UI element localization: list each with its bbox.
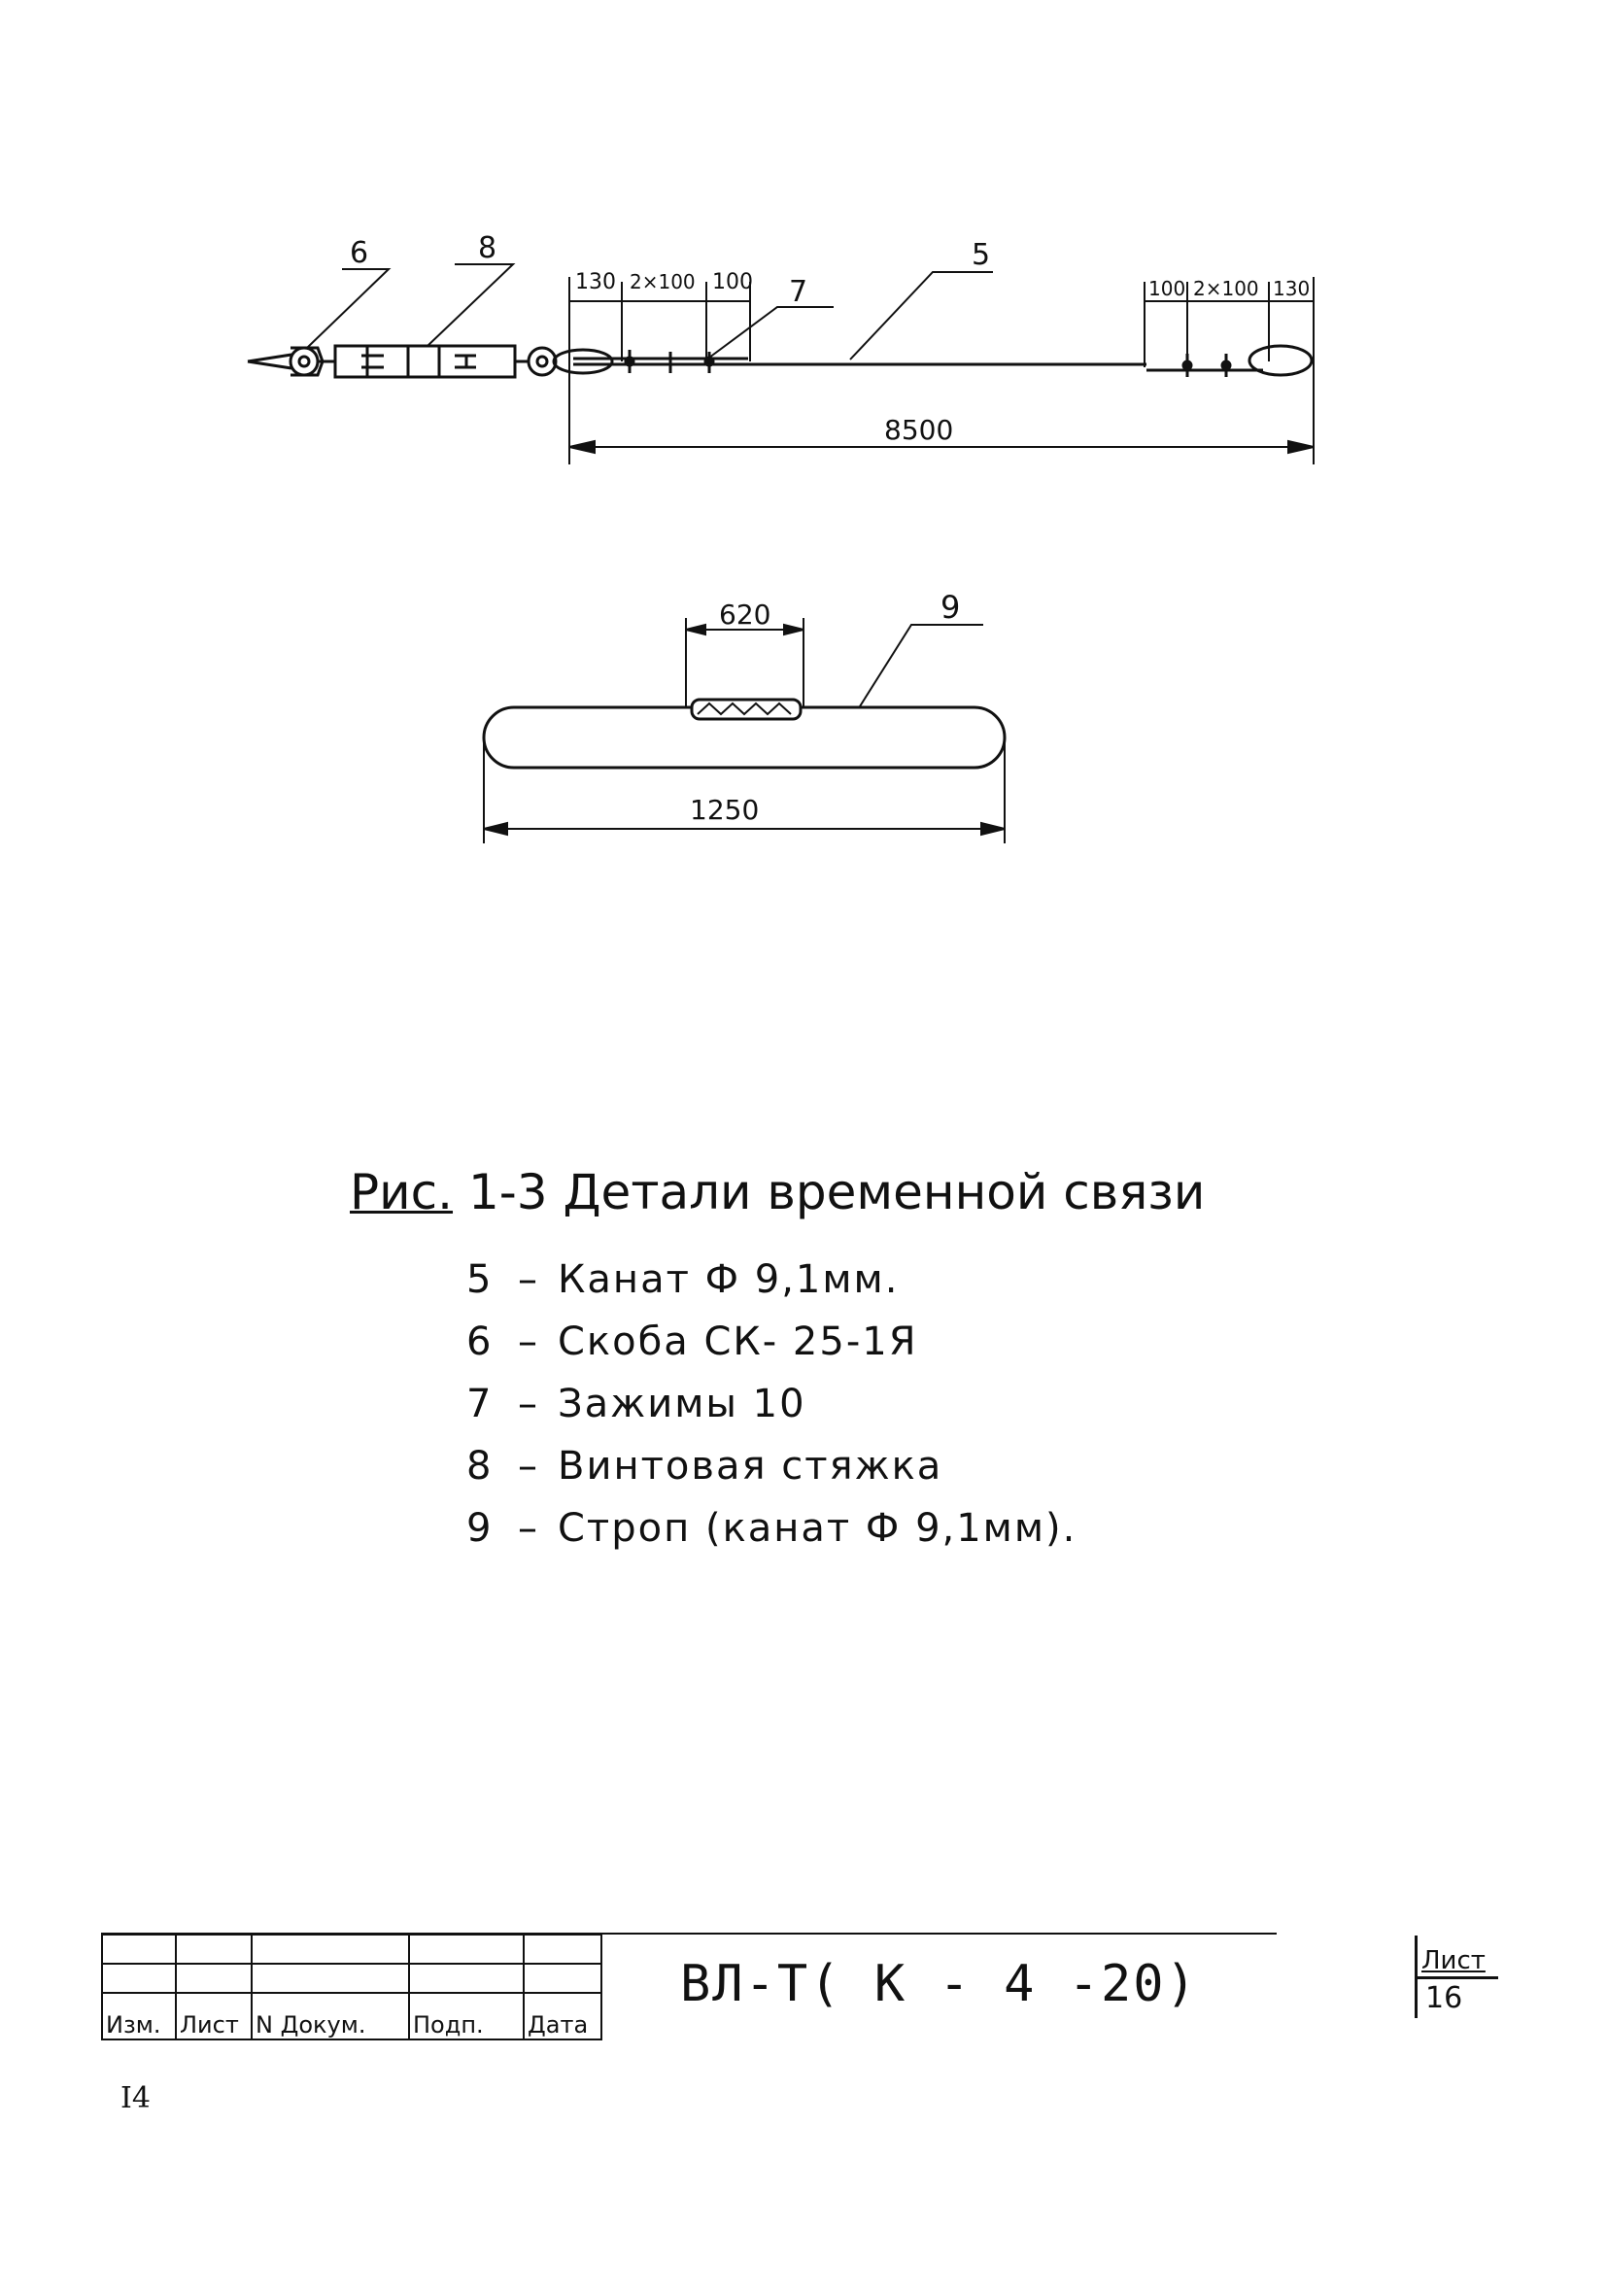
col-podp: Подп. [409, 1993, 524, 2039]
legend-num: 9 [466, 1506, 494, 1551]
dim-620: 620 [719, 599, 771, 631]
legend-num: 7 [466, 1382, 494, 1426]
dim-130-left: 130 [575, 270, 616, 294]
legend-text: Строп (канат Ф 9,1мм). [558, 1506, 1077, 1551]
clamps-left [626, 350, 713, 373]
caption-text: 1-3 Детали временной связи [467, 1164, 1206, 1220]
shackle-right [529, 348, 556, 375]
dim-100-right: 100 [1148, 277, 1186, 300]
figure-caption [350, 1161, 1419, 1223]
turnbuckle-body [335, 346, 515, 377]
legend-item: 7 – Зажимы 10 [466, 1373, 1341, 1435]
callout-7: 7 [789, 275, 808, 309]
legend-text: Канат Ф 9,1мм. [558, 1257, 900, 1302]
title-block-table [101, 1934, 602, 2040]
legend-num: 8 [466, 1444, 494, 1489]
caption-title [350, 1161, 1419, 1223]
callout-9: 9 [940, 589, 961, 626]
col-list: Лист [176, 1993, 252, 2039]
legend-list [466, 1249, 1341, 1559]
page-number: I4 [120, 2081, 151, 2115]
callout-8: 8 [478, 231, 497, 265]
caption-prefix: Рис. [350, 1164, 454, 1220]
shackle-left [291, 348, 318, 375]
legend-item: 9 – Строп (канат Ф 9,1мм). [466, 1497, 1341, 1559]
col-dokum: N Докум. [252, 1993, 409, 2039]
clamps-right [1183, 354, 1230, 377]
legend-text: Винтовая стяжка [558, 1444, 943, 1489]
dim-2x100-right: 2×100 [1193, 277, 1259, 300]
dim-130-right: 130 [1273, 277, 1311, 300]
sheet-label: Лист [1415, 1936, 1498, 1979]
dim-1250: 1250 [690, 794, 760, 826]
legend-num: 6 [466, 1319, 494, 1364]
figure-1-labels [350, 231, 1310, 446]
legend-item: 6 – Скоба СК- 25-1Я [466, 1311, 1341, 1373]
legend-num: 5 [466, 1257, 494, 1302]
legend-text: Скоба СК- 25-1Я [558, 1319, 918, 1364]
dim-100-left: 100 [712, 270, 753, 294]
col-izm: Изм. [102, 1993, 176, 2039]
callout-5: 5 [972, 238, 991, 272]
sheet-number-box [1415, 1936, 1498, 2018]
document-designation: ВЛ-Т( К - 4 -20) [680, 1955, 1198, 2013]
legend-text: Зажимы 10 [558, 1382, 806, 1426]
legend-item: 5 – Канат Ф 9,1мм. [466, 1249, 1341, 1311]
dim-2x100-left: 2×100 [630, 270, 696, 293]
sheet-number: 16 [1415, 1979, 1498, 2018]
legend-item: 8 – Винтовая стяжка [466, 1435, 1341, 1497]
col-data: Дата [524, 1993, 601, 2039]
callout-6: 6 [350, 236, 369, 270]
dim-8500: 8500 [884, 414, 954, 446]
